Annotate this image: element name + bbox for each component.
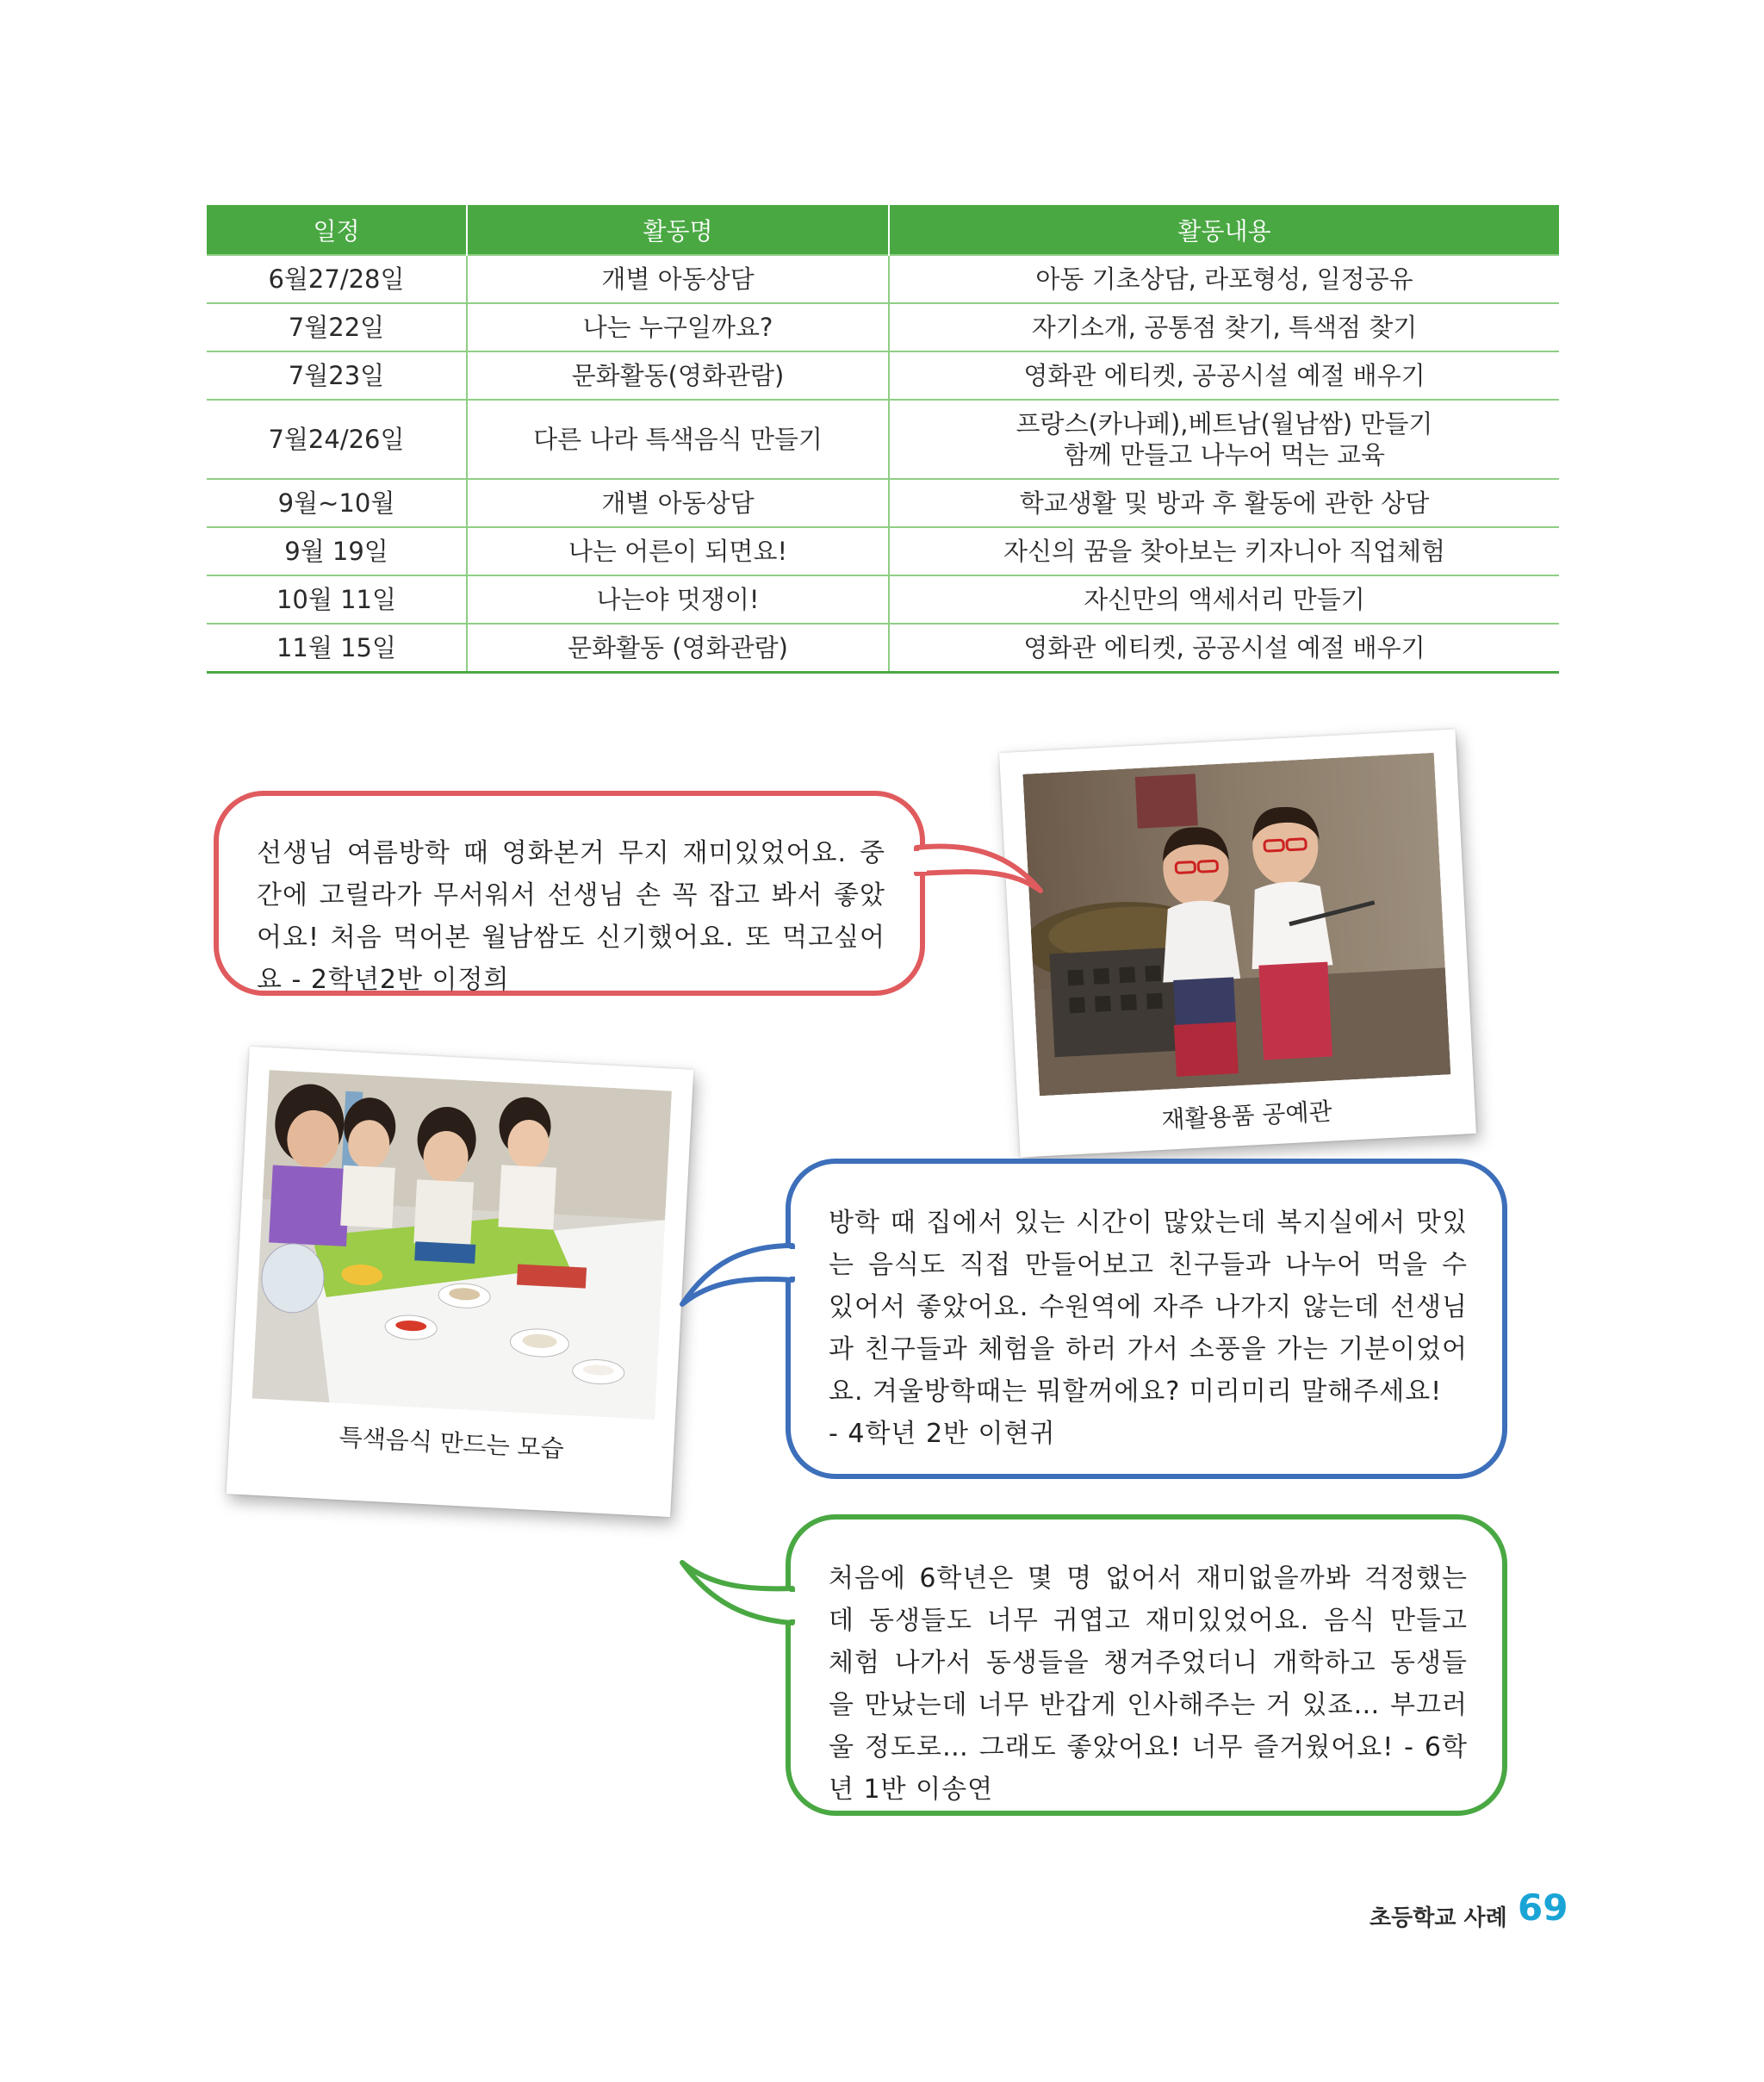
table-row: [207, 527, 1559, 575]
cell-content: 자신의 꿈을 찾아보는 키자니아 직업체험: [889, 527, 1559, 575]
section-label: 초등학교 사례: [1370, 1905, 1507, 1931]
photo-image-two-girls: [1022, 753, 1450, 1097]
photo-caption: 특색음식 만드는 모습: [338, 1422, 565, 1464]
cell-content-line: 프랑스(카나페),베트남(월남쌈) 만들기: [1016, 409, 1433, 438]
speech-bubble-red: [214, 791, 925, 996]
cell-name: 나는 어른이 되면요!: [467, 527, 889, 575]
photo-food-making: [227, 1047, 694, 1517]
cell-name: 문화활동(영화관람): [467, 351, 889, 400]
cell-content: [889, 400, 1559, 479]
cell-content: 아동 기초상담, 라포형성, 일정공유: [889, 255, 1559, 303]
cell-name: 다른 나라 특색음식 만들기: [467, 400, 889, 479]
bubble-tail-green: [675, 1554, 796, 1631]
bubble-tail-red: [913, 837, 1051, 906]
cell-content: 자기소개, 공통점 찾기, 특색점 찾기: [889, 303, 1559, 351]
schedule-table: [207, 205, 1559, 674]
photo-image-children-cooking: [252, 1070, 672, 1420]
table-row: [207, 255, 1559, 303]
cell-content-line: 함께 만들고 나누어 먹는 교육: [1063, 440, 1386, 469]
table-row: [207, 400, 1559, 479]
bubble-tail-blue: [675, 1237, 796, 1314]
speech-bubble-blue: [786, 1159, 1507, 1479]
bubble-signature: - 4학년 2반 이현귀: [829, 1419, 1056, 1449]
cell-date: 9월~10월: [207, 479, 467, 527]
page-number: 69: [1518, 1886, 1568, 1929]
table-row: [207, 479, 1559, 527]
cell-content: 영화관 에티켓, 공공시설 예절 배우기: [889, 624, 1559, 673]
table-row: [207, 351, 1559, 400]
cell-date: 7월24/26일: [207, 400, 467, 479]
table-row: [207, 303, 1559, 351]
header-activity-content: 활동내용: [889, 205, 1559, 255]
table-header-row: [207, 205, 1559, 255]
cell-name: 개별 아동상담: [467, 479, 889, 527]
cell-date: 7월23일: [207, 351, 467, 400]
photo-recycle-hall: [999, 729, 1476, 1157]
cell-name: 개별 아동상담: [467, 255, 889, 303]
bubble-text: 처음에 6학년은 몇 명 없어서 재미없을까봐 걱정했는데 동생들도 너무 귀엽고 재미있었어요. 음식 만들고 체험 나가서 동생들을 챙겨주었더니 개학하고 동생들을 만났는데 너무 반갑게 인사해주는 거 있죠… 부끄러울 정도로… 그래도 좋았어요! 너무 즐거웠어요! - 6학년 1반 이송연: [829, 1563, 1468, 1805]
cell-name: 나는야 멋쟁이!: [467, 575, 889, 624]
speech-bubble-green: [786, 1514, 1507, 1816]
cell-date: 11월 15일: [207, 624, 467, 673]
bubble-text: 방학 때 집에서 있는 시간이 많았는데 복지실에서 맛있는 음식도 직접 만들어보고 친구들과 나누어 먹을 수 있어서 좋았어요. 수원역에 자주 나가지 않는데 선생님과 친구들과 체험을 하러 가서 소풍을 가는 기분이었어요. 겨울방학때는 뭐할꺼에요? 미리미리 말해주세요!: [829, 1208, 1468, 1407]
cell-date: 6월27/28일: [207, 255, 467, 303]
cell-name: 나는 누구일까요?: [467, 303, 889, 351]
table-row: [207, 575, 1559, 624]
cell-content: 학교생활 및 방과 후 활동에 관한 상담: [889, 479, 1559, 527]
cell-name: 문화활동 (영화관람): [467, 624, 889, 673]
photo-caption: 재활용품 공예관: [1160, 1097, 1333, 1134]
header-activity-name: 활동명: [467, 205, 889, 255]
table-row: [207, 624, 1559, 673]
bubble-text: 선생님 여름방학 때 영화본거 무지 재미있었어요. 중간에 고릴라가 무서워서 선생님 손 꼭 잡고 봐서 좋았어요! 처음 먹어본 월남쌈도 신기했어요. 또 먹고싶어요 - 2학년2반 이정희: [257, 838, 885, 995]
header-date: 일정: [207, 205, 467, 255]
cell-date: 10월 11일: [207, 575, 467, 624]
cell-date: 9월 19일: [207, 527, 467, 575]
cell-date: 7월22일: [207, 303, 467, 351]
cell-content: 자신만의 액세서리 만들기: [889, 575, 1559, 624]
cell-content: 영화관 에티켓, 공공시설 예절 배우기: [889, 351, 1559, 400]
